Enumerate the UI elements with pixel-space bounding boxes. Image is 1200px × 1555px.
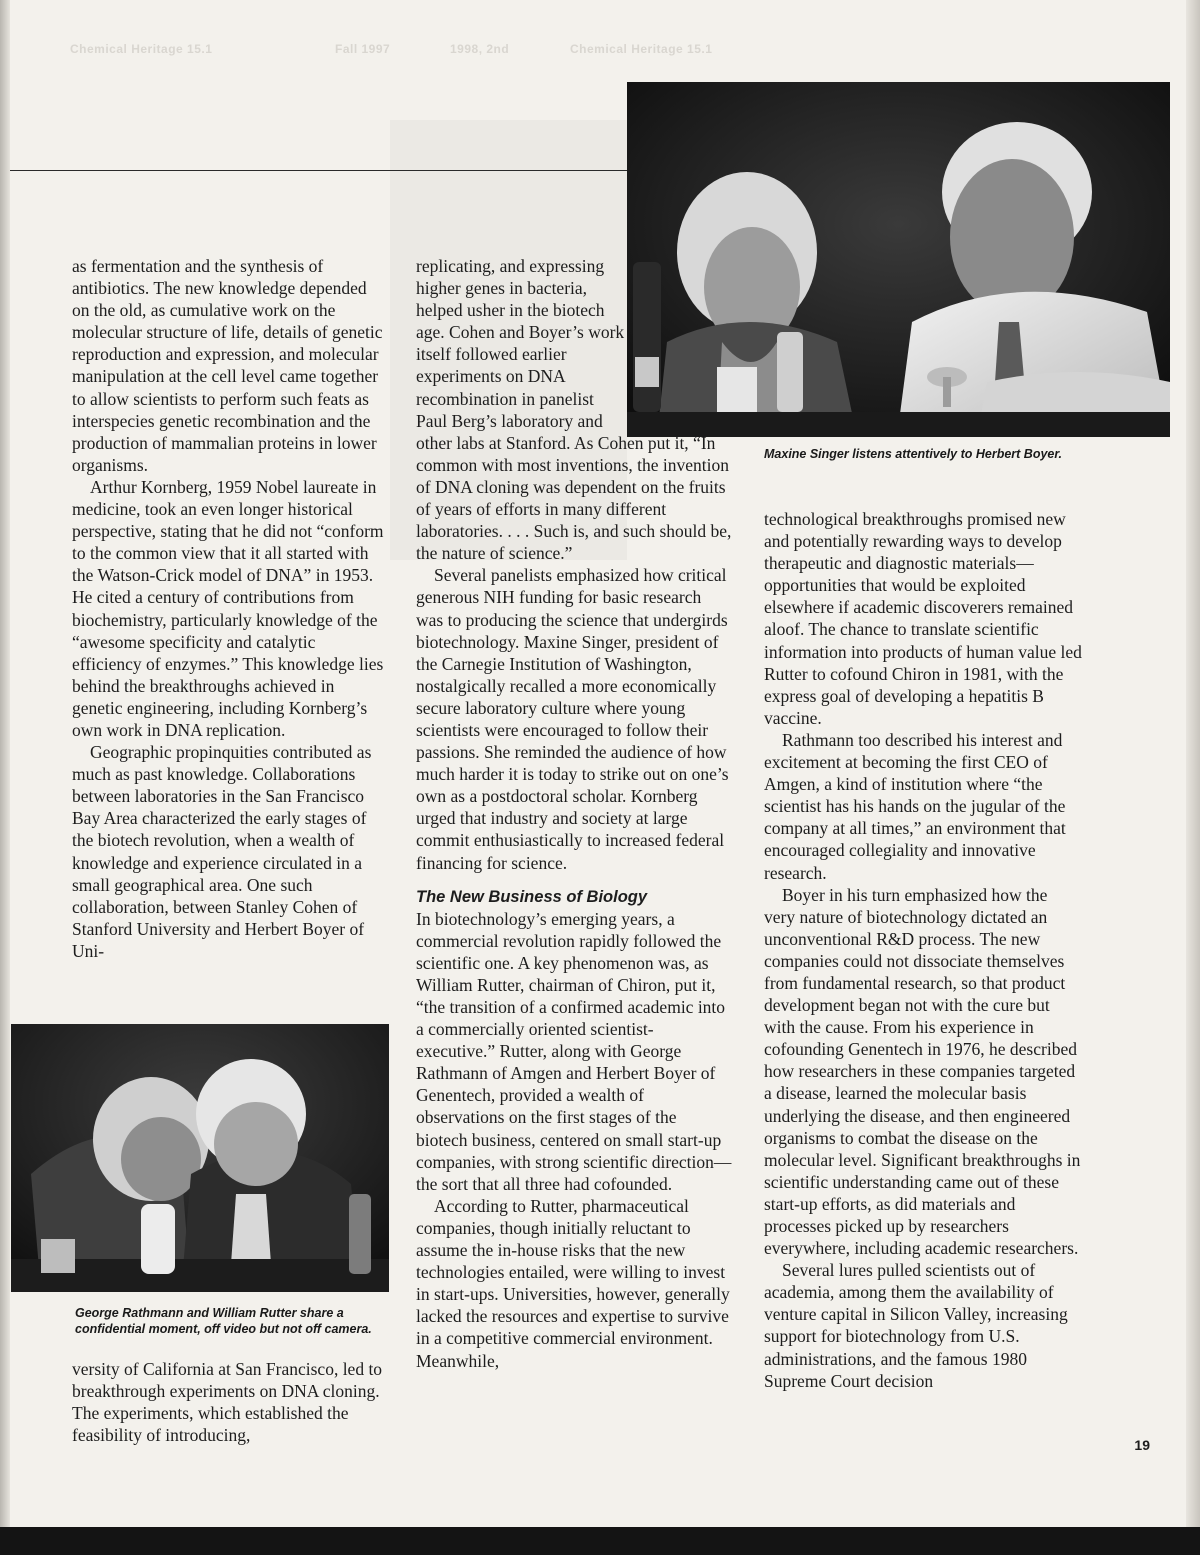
col1-paragraph-1: as fermentation and the synthesis of antibiotics. The new knowledge depended on the old, as cumulative work on the molecular structure of life, details of genetic reproduction and expression, and molecular manipulation at the cell level came together to allow scientists to perform such feats as interspecies genetic recombination and the production of mammalian proteins in lower organisms. [72,256,383,475]
col1-paragraph-4: versity of California at San Francisco, led to breakthrough experiments on DNA cloning. The experiments, which established the feasibility of introducing, [72,1359,383,1446]
caption-singer-boyer: Maxine Singer listens attentively to Herbert Boyer. [764,447,1063,461]
col3-paragraph-3: Boyer in his turn emphasized how the very nature of biotechnology dictated an unconventional R&D process. The new companies could not dissociate themselves from fundamental research, so that product development began not with the cure but with the cause. From his experience in cofounding Genentech in 1976, he described how researchers in these companies targeted a disease, learned the molecular basis underlying the disease, and then engineered organisms to combat the disease on the molecular level. Significant breakthroughs in scientific understanding came out of these start-up efforts, as did materials and processes picked up by researchers everywhere, including academic researchers. [764,884,1081,1259]
header-date-left: Fall 1997 [335,42,391,56]
column-1-top [72,255,388,962]
col1-paragraph-3: Geographic propinquities contributed as much as past knowledge. Collaborations between laboratories in the San Francisco Bay Area characterized the early stages of the biotech revolution, when a wealth of knowledge and experience circulated in a small geographical area. One such collaboration, between Stanley Cohen of Stanford University and Herbert Boyer of Uni- [72,742,372,961]
col2-paragraph-2: Several panelists emphasized how critical generous NIH funding for basic research was to producing the science that undergirds biotechnology. Maxine Singer, president of the Carnegie Institution of Washington, nostalgically recalled a more economically secure laboratory culture where young scientists were encouraged to follow their passions. She reminded the audience of how much harder it is today to strike out on one’s own as a postdoctoral scholar. Kornberg urged that industry and society at large commit enthusiastically to increased federal financing for science. [416,565,729,873]
photo-rathmann-rutter-image [11,1024,389,1292]
header-date-right: 1998, 2nd [450,42,510,56]
column-1-bottom [72,1358,388,1446]
photo-rathmann-rutter [11,1024,389,1292]
section-heading: The New Business of Biology [416,887,648,906]
col2-paragraph-4: According to Rutter, pharmaceutical companies, though initially reluctant to assume the in-house risks that the new technologies entailed, were willing to invest in start-ups. Universities, however, generally lacked the resources and expertise to survive in a competitive commercial environment. Meanwhile, [416,1195,730,1371]
photo-wrap-spacer [627,255,732,431]
page-number: 19 [1134,1437,1150,1453]
col3-paragraph-2: Rathmann too described his interest and excitement at becoming the first CEO of Amgen, a kind of institution where “the scientist has his hands on the jugular of the company at all times,” an environment that encouraged collegiality and innovative research. [764,729,1066,883]
header-journal-right: Chemical Heritage 15.1 [570,42,713,56]
header-journal-left: Chemical Heritage 15.1 [70,42,213,56]
caption-rathmann-rutter: George Rathmann and William Rutter share a confidential moment, off video but not off camera. [75,1306,372,1336]
col3-paragraph-1: technological breakthroughs promised new and potentially rewarding ways to develop therapeutic and diagnostic materials—opportunities that would be exploited elsewhere if academic discoverers remained aloof. The chance to translate scientific information into products of human value led Rutter to cofound Chiron in 1981, with the express goal of developing a hepatitis B vaccine. [764,509,1082,728]
top-rule [10,170,627,171]
column-2 [416,255,732,1372]
col3-paragraph-4: Several lures pulled scientists out of academia, among them the availability of venture capital in Silicon Valley, increasing support for biotechnology from U.S. administrations, and the famous 1980 Supreme Court decision [764,1260,1068,1391]
column-3 [764,508,1082,1392]
scan-bottom-strip [0,1527,1200,1555]
col2-paragraph-3: In biotechnology’s emerging years, a commercial revolution rapidly followed the scientific one. A key phenomenon was, as William Rutter, chairman of Chiron, put it, “the transition of a confirmed academic into a commercially oriented scientist-executive.” Rutter, along with George Rathmann of Amgen and Herbert Boyer of Genentech, provided a wealth of observations on the first stages of the biotech business, centered on small start-up companies, with strong scientific direction—the sort that all three had cofounded. [416,908,732,1194]
col1-paragraph-2: Arthur Kornberg, 1959 Nobel laureate in medicine, took an even longer historical perspective, stating that he did not “conform to the common view that it all started with the Watson-Crick model of DNA” in 1953. He cited a century of contributions from biochemistry, particularly knowledge of the “awesome specificity and catalytic efficiency of enzymes.” This knowledge lies behind the breakthroughs achieved in genetic engineering, including Kornberg’s own work in DNA replication. [72,476,384,740]
col2-paragraph-1: replicating, and expressing higher genes in bacteria, helped usher in the biotech age. Cohen and Boyer’s work itself followed earlier experiments on DNA recombination in panelist Paul Berg’s laboratory and other labs at Stanford. As Cohen put it, “In common with most inventions, the invention of DNA cloning was dependent on the fruits of years of efforts in many different laboratories. . . . Such is, and such should be, the nature of science.” [416,256,732,564]
page-right-edge [1186,0,1200,1555]
page-gutter-shadow [0,0,10,1555]
